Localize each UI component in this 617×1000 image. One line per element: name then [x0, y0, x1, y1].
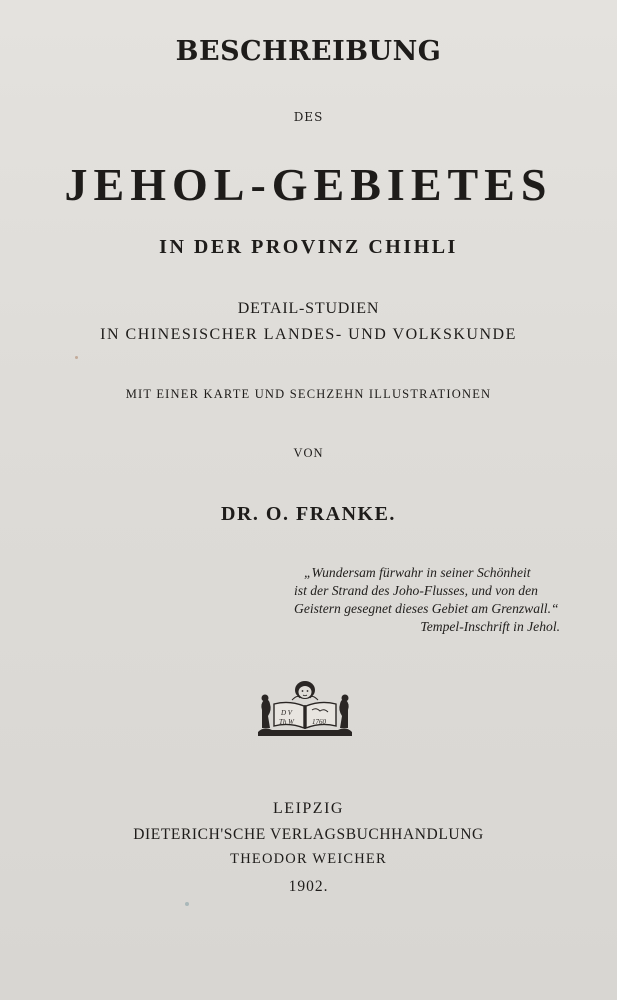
- epigraph-line-2: ist der Strand des Joho-Flusses, und von den: [294, 583, 538, 598]
- by-label: VON: [293, 446, 324, 460]
- epigraph-line-1: „Wundersam fürwahr in seiner Schönheit: [304, 565, 531, 580]
- epigraph: [294, 564, 564, 636]
- mark-right-bottom-text: 1760: [312, 718, 326, 726]
- subtitle-line-1: DETAIL-STUDIEN: [237, 300, 380, 317]
- title-line-beschreibung: BESCHREIBUNG: [175, 36, 442, 67]
- imprint-city: LEIPZIG: [273, 800, 344, 817]
- mark-left-bottom-text: Th W: [279, 718, 294, 726]
- epigraph-line-3: Geistern gesegnet dieses Gebiet am Grenzwall.“: [294, 601, 559, 616]
- author-name: DR. O. FRANKE.: [221, 503, 396, 525]
- paper-speck: [185, 902, 189, 906]
- main-title: JEHOL-GEBIETES: [64, 159, 553, 210]
- title-des: DES: [293, 110, 324, 124]
- subtitle-line-2: IN CHINESISCHER LANDES- UND VOLKSKUNDE: [100, 326, 517, 343]
- mark-left-top-text: D V: [281, 709, 293, 717]
- illustrations-note: MIT EINER KARTE UND SECHZEHN ILLUSTRATIONEN: [125, 387, 492, 401]
- imprint-publisher: DIETERICH'SCHE VERLAGSBUCHHANDLUNG: [133, 826, 484, 843]
- imprint-owner: THEODOR WEICHER: [230, 851, 387, 867]
- epigraph-attribution: Tempel-Inschrift in Jehol.: [420, 619, 560, 634]
- title-province: IN DER PROVINZ CHIHLI: [159, 236, 458, 258]
- publisher-mark-vignette: [254, 676, 356, 740]
- imprint-year: 1902.: [288, 878, 329, 895]
- paper-speck: [75, 356, 78, 359]
